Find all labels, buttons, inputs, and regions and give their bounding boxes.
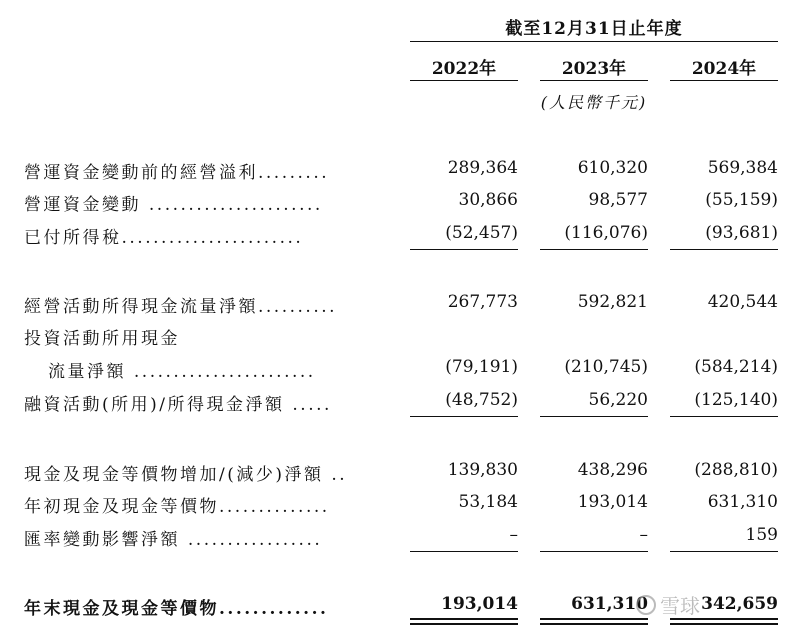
row-value: 159: [745, 525, 778, 545]
year-rule: [670, 80, 778, 81]
year-rule: [410, 80, 518, 81]
row-label-cash-beginning: 年初現金及現金等價物..............: [24, 497, 330, 517]
subtotal-rule: [540, 551, 648, 552]
currency-unit: (人民幣千元): [540, 93, 648, 112]
row-value: –: [509, 525, 518, 545]
row-value: 98,577: [588, 190, 648, 210]
subtotal-rule: [410, 249, 518, 250]
row-value: (210,745): [564, 357, 648, 377]
row-value: (93,681): [705, 223, 778, 243]
year-2022-header: 2022年: [431, 59, 497, 79]
row-label-net-cash-operating: 經營活動所得現金流量淨額..........: [24, 297, 338, 317]
row-label-income-tax-paid: 已付所得稅.......................: [24, 228, 304, 248]
row-label-operating-profit-before-wc: 營運資金變動前的經營溢利.........: [24, 163, 330, 183]
row-label-cash-end: 年末現金及現金等價物.............: [24, 599, 329, 619]
row-value: 267,773: [447, 292, 518, 312]
row-value: 631,310: [707, 492, 778, 512]
row-label-net-cash-flow: 流量淨額 .......................: [48, 362, 316, 382]
subtotal-rule: [670, 416, 778, 417]
year-rule: [540, 80, 648, 81]
row-value: (48,752): [445, 390, 518, 410]
row-value: (116,076): [564, 223, 648, 243]
row-label-net-cash-financing: 融資活動(所用)/所得現金淨額 .....: [24, 395, 332, 415]
row-value: (55,159): [705, 190, 778, 210]
row-value: (125,140): [694, 390, 778, 410]
row-value: 139,830: [447, 460, 518, 480]
row-label-fx-effect: 匯率變動影響淨額 .................: [24, 530, 323, 550]
watermark-text: 雪球: [660, 594, 700, 618]
row-value: (584,214): [694, 357, 778, 377]
row-value: 53,184: [458, 492, 518, 512]
row-value: 610,320: [577, 158, 648, 178]
row-label-net-change-cash: 現金及現金等價物增加/(減少)淨額 ..: [24, 465, 348, 485]
subtotal-rule: [410, 551, 518, 552]
subtotal-rule: [540, 416, 648, 417]
total-double-rule: [410, 618, 518, 625]
row-label-investing-cash-used: 投資活動所用現金: [24, 329, 180, 349]
year-2024-header: 2024年: [691, 59, 757, 79]
row-total-value: 342,659: [701, 594, 778, 614]
row-value: 438,296: [577, 460, 648, 480]
header-rule: [410, 41, 778, 42]
period-title: 截至12月31日止年度: [505, 19, 683, 39]
row-value: 56,220: [588, 390, 648, 410]
row-value: 569,384: [707, 158, 778, 178]
subtotal-rule: [670, 551, 778, 552]
row-value: 193,014: [577, 492, 648, 512]
subtotal-rule: [410, 416, 518, 417]
row-value: (79,191): [445, 357, 518, 377]
row-label-working-capital-changes: 營運資金變動 ......................: [24, 195, 323, 215]
row-value: 420,544: [707, 292, 778, 312]
row-value: 30,866: [458, 190, 518, 210]
total-double-rule: [540, 618, 648, 625]
row-total-value: 631,310: [571, 594, 648, 614]
row-value: (288,810): [694, 460, 778, 480]
subtotal-rule: [670, 249, 778, 250]
row-value: 592,821: [577, 292, 648, 312]
row-value: –: [639, 525, 648, 545]
subtotal-rule: [540, 249, 648, 250]
total-double-rule: [670, 618, 778, 625]
row-value: (52,457): [445, 223, 518, 243]
row-total-value: 193,014: [441, 594, 518, 614]
year-2023-header: 2023年: [561, 59, 627, 79]
row-value: 289,364: [447, 158, 518, 178]
